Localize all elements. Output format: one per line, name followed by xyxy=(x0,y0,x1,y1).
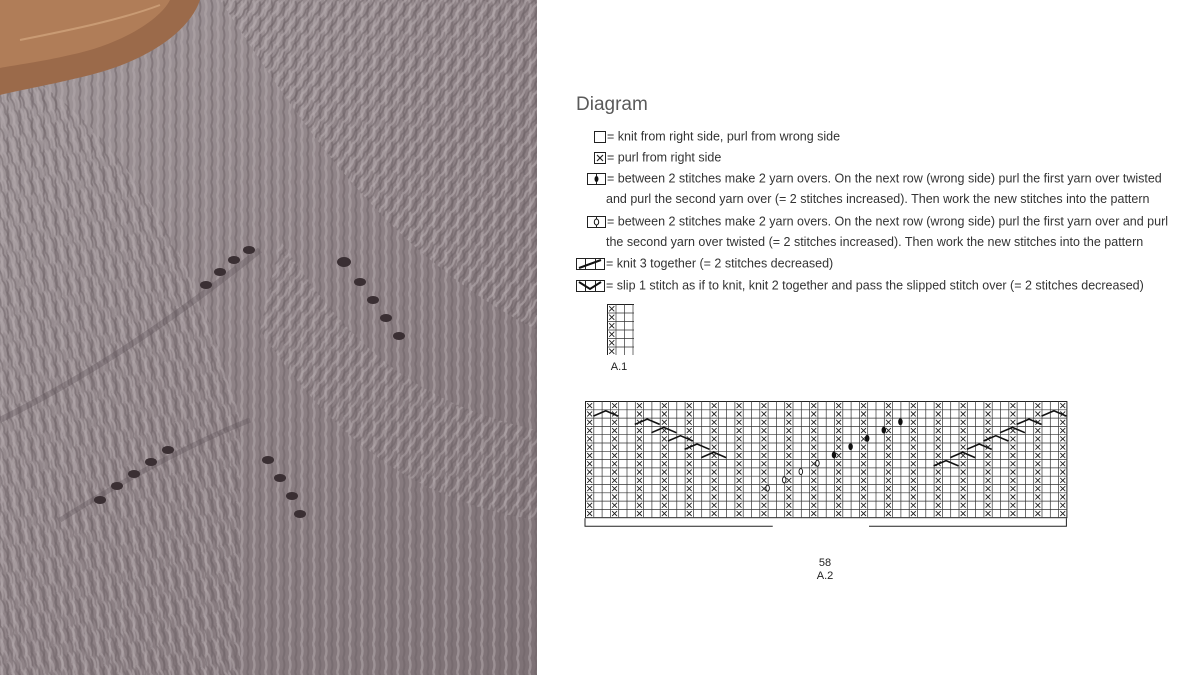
legend-k3tog-text: = knit 3 together (= 2 stitches decreased) xyxy=(606,256,834,271)
legend-sk2p xyxy=(576,276,1144,295)
legend-sk2p-text: = slip 1 stitch as if to knit, knit 2 together and pass the slipped stitch over (= 2 stitches decreased) xyxy=(606,278,1144,293)
legend-purl xyxy=(594,148,721,167)
chart-a2-label: A.2 xyxy=(816,570,834,582)
purl-symbol-icon xyxy=(594,152,606,164)
yarn-over-mark xyxy=(816,460,820,466)
legend-yo-first-continued: and purl the second yarn over (= 2 stitches increased). Then work the new stitches into the pattern xyxy=(606,192,1150,206)
legend-knit-text: = knit from right side, purl from wrong side xyxy=(607,129,841,144)
yarn-over-mark xyxy=(882,427,886,433)
yarn-over-twisted-second-icon xyxy=(587,216,606,228)
chart-grid-lines xyxy=(607,304,634,355)
yarn-over-mark xyxy=(766,485,770,491)
yarn-over-mark xyxy=(832,452,836,458)
yarn-over-mark xyxy=(865,435,869,441)
diagram-title: Diagram xyxy=(576,94,648,115)
yarn-over-mark xyxy=(899,419,903,425)
legend-purl-text: = purl from right side xyxy=(607,150,722,165)
yarn-over-mark xyxy=(782,477,786,483)
sweater-photo-image xyxy=(0,0,537,675)
legend-knit xyxy=(594,127,840,146)
k3tog-icon xyxy=(576,258,605,270)
legend-yo-second-text: = between 2 stitches make 2 yarn overs. On the next row (wrong side) purl the first yarn over and purl xyxy=(607,214,1169,229)
chart-a2-grid xyxy=(584,400,1070,570)
legend-yo-second-continued: the second yarn over twisted (= 2 stitches increased). Then work the new stitches into the pattern xyxy=(606,235,1144,249)
chart-grid-lines xyxy=(585,401,1067,518)
legend-yo-first xyxy=(587,169,1162,188)
chart-a1-label: A.1 xyxy=(610,361,628,373)
chart-a2-stitch-count: 58 xyxy=(818,557,832,569)
legend-k3tog xyxy=(576,254,833,273)
stitch-bracket-left xyxy=(585,518,773,526)
yarn-over-twisted-first-icon xyxy=(587,173,606,185)
stitch-bracket-right xyxy=(869,518,1066,526)
chart-a1-grid xyxy=(606,303,634,355)
sweater-photo xyxy=(0,0,537,675)
legend-yo-second xyxy=(587,212,1168,231)
legend-yo-first-text: = between 2 stitches make 2 yarn overs. On the next row (wrong side) purl the first yarn over twisted xyxy=(607,171,1162,186)
yarn-over-mark xyxy=(799,469,803,475)
sk2p-icon xyxy=(576,280,605,292)
knit-symbol-icon xyxy=(594,131,606,143)
yarn-over-mark xyxy=(849,444,853,450)
